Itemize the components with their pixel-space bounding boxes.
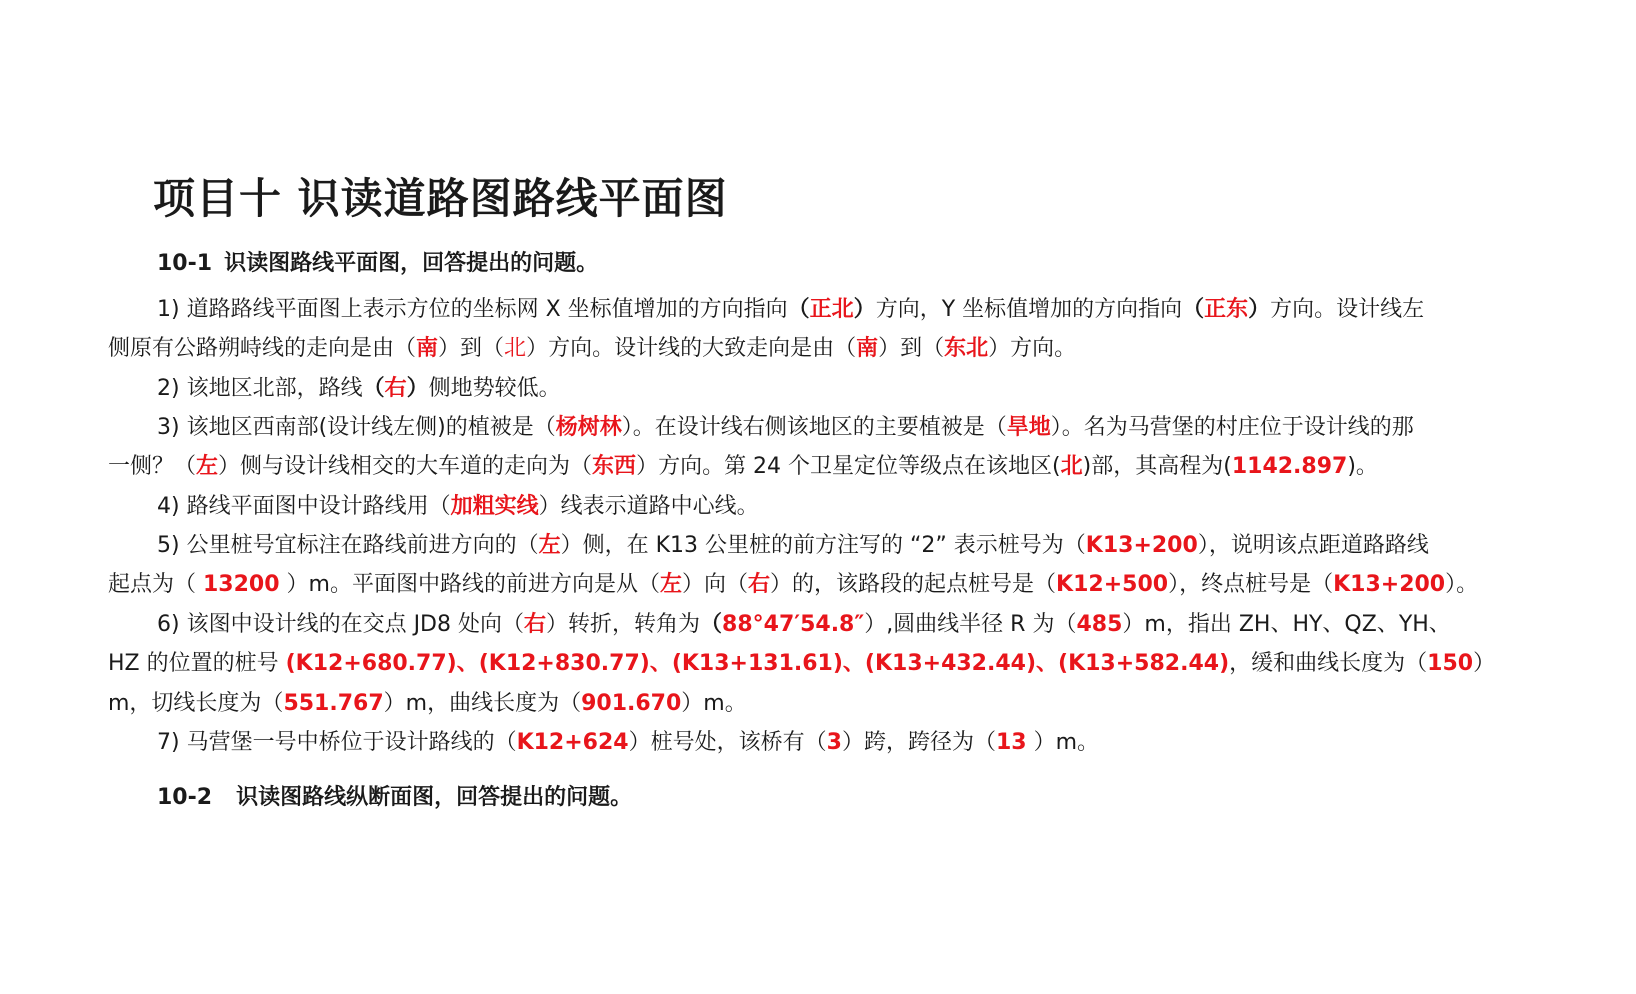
answer: 右 xyxy=(748,572,771,597)
answer: 东西 xyxy=(592,454,637,479)
question-text: ）的，该路段的起点桩号是（ xyxy=(770,572,1057,597)
question-text: 起点为（ xyxy=(108,572,203,597)
bracket: ） xyxy=(1248,297,1271,322)
question-text: ）跨，跨径为（ xyxy=(841,730,996,755)
question-text: ），终点桩号是（ xyxy=(1168,572,1334,597)
question-text: )部，其高程为( xyxy=(1082,454,1232,479)
question-5-line-2 xyxy=(108,570,1478,600)
question-1-line-2 xyxy=(108,334,1076,364)
question-text: 4) 路线平面图中设计路线用（ xyxy=(157,494,451,519)
question-text: ）方向。设计线的大致走向是由（ xyxy=(526,336,857,361)
question-3-line-2 xyxy=(108,452,1378,482)
question-text: HZ 的位置的桩号 xyxy=(108,651,286,676)
question-text: 2) 该地区北部，路线 xyxy=(157,376,363,401)
question-text: m，切线长度为（ xyxy=(108,691,284,716)
question-text: ）m。平面图中路线的前进方向是从（ xyxy=(279,572,660,597)
answer: K12+500 xyxy=(1056,572,1169,597)
bracket: （ xyxy=(787,297,810,322)
question-text: ）m。 xyxy=(1026,730,1100,755)
answer: K12+624 xyxy=(516,730,629,755)
answer: 左 xyxy=(538,533,561,558)
section-heading-10-2 xyxy=(157,780,632,811)
question-text: ，缓和曲线长度为（ xyxy=(1229,651,1428,676)
question-text: 5) 公里桩号宜标注在路线前进方向的（ xyxy=(157,533,539,558)
question-text: 3) 该地区西南部(设计线左侧)的植被是（ xyxy=(157,415,556,440)
question-text: 1) 道路路线平面图上表示方位的坐标网 X 坐标值增加的方向指向 xyxy=(157,297,788,322)
answer: 杨树林 xyxy=(555,415,622,440)
question-text: ）向（ xyxy=(682,572,749,597)
answer: 150 xyxy=(1427,651,1474,676)
answer: 北 xyxy=(504,336,527,361)
bracket: ） xyxy=(853,297,876,322)
question-text: 6) 该图中设计线的在交点 JD8 处向（ xyxy=(157,612,524,637)
section-heading-10-1 xyxy=(157,246,598,277)
answer: 1142.897 xyxy=(1231,454,1348,479)
question-text: ），说明该点距道路路线 xyxy=(1197,533,1429,558)
question-text: )。 xyxy=(1347,454,1378,479)
answer: 901.670 xyxy=(581,691,682,716)
answer: 左 xyxy=(659,572,682,597)
answer: 东北 xyxy=(944,336,989,361)
question-text: ）侧，在 K13 公里桩的前方注写的 “2” 表示桩号为（ xyxy=(560,533,1086,558)
question-3-line-1 xyxy=(157,413,1414,443)
bracket: ） xyxy=(406,376,429,401)
question-7-line-1 xyxy=(157,728,1099,758)
question-6-line-2 xyxy=(108,649,1495,679)
answer: 加粗实线 xyxy=(450,494,539,519)
question-text: ）到（ xyxy=(438,336,505,361)
question-text: ） xyxy=(1473,651,1496,676)
question-1-line-1 xyxy=(157,295,1424,325)
question-6-line-3 xyxy=(108,689,747,719)
question-text: ）方向。第 24 个卫星定位等级点在该地区( xyxy=(636,454,1061,479)
section-text: 识读图路线纵断面图，回答提出的问题。 xyxy=(236,785,633,810)
section-number: 10-1 xyxy=(157,251,213,276)
question-text: 侧地势较低。 xyxy=(428,376,561,401)
question-text: 方向，Y 坐标值增加的方向指向 xyxy=(875,297,1183,322)
answer: 88°47′54.8″ xyxy=(722,612,865,637)
question-text: ）m。 xyxy=(681,691,747,716)
question-text: 方向。设计线左 xyxy=(1270,297,1425,322)
section-text: 识读图路线平面图，回答提出的问题。 xyxy=(224,251,599,276)
answer: 13 xyxy=(995,730,1027,755)
question-text: ）。在设计线右侧该地区的主要植被是（ xyxy=(621,415,1007,440)
answer: K13+200 xyxy=(1085,533,1198,558)
question-5-line-1 xyxy=(157,531,1429,561)
answer: 北 xyxy=(1060,454,1083,479)
answer: 3 xyxy=(826,730,842,755)
question-text: 7) 马营堡一号中桥位于设计路线的（ xyxy=(157,730,517,755)
answer: 13200 xyxy=(203,572,280,597)
question-text: ）。 xyxy=(1445,572,1479,597)
question-text: ）。名为马营堡的村庄位于设计线的那 xyxy=(1050,415,1414,440)
answer: 551.767 xyxy=(283,691,384,716)
answer: (K12+680.77)、(K12+830.77)、(K13+131.61)、(K13+432.44)、(K13+582.44) xyxy=(285,651,1230,676)
bracket: （ xyxy=(362,376,385,401)
answer: 右 xyxy=(524,612,547,637)
bracket: （ xyxy=(1182,297,1205,322)
answer: 正北 xyxy=(809,297,854,322)
question-text: ）,圆曲线半径 R 为（ xyxy=(864,612,1077,637)
question-text: ）m，曲线长度为（ xyxy=(383,691,582,716)
question-text: ）方向。 xyxy=(988,336,1077,361)
question-text: ）桩号处，该桥有（ xyxy=(628,730,827,755)
answer: 左 xyxy=(196,454,219,479)
bracket: （ xyxy=(700,612,723,637)
answer: 正东 xyxy=(1204,297,1249,322)
answer: 南 xyxy=(856,336,879,361)
question-6-line-1 xyxy=(157,610,1451,640)
answer: 485 xyxy=(1076,612,1123,637)
question-text: ）m，指出 ZH、HY、QZ、YH、 xyxy=(1122,612,1451,637)
section-number: 10-2 xyxy=(157,785,213,810)
question-text: 侧原有公路朔峙线的走向是由（ xyxy=(108,336,417,361)
answer: 右 xyxy=(384,376,407,401)
question-text: ）到（ xyxy=(878,336,945,361)
question-text: ）侧与设计线相交的大车道的走向为（ xyxy=(218,454,593,479)
answer: 旱地 xyxy=(1006,415,1051,440)
question-text: ）线表示道路中心线。 xyxy=(538,494,759,519)
answer: K13+200 xyxy=(1333,572,1446,597)
page-title: 项目十 识读道路图路线平面图 xyxy=(153,174,728,223)
question-4-line-1 xyxy=(157,492,759,522)
question-text: ）转折，转角为 xyxy=(546,612,701,637)
question-2-line-1 xyxy=(157,374,561,404)
question-text: 一侧？（ xyxy=(108,454,197,479)
answer: 南 xyxy=(416,336,439,361)
